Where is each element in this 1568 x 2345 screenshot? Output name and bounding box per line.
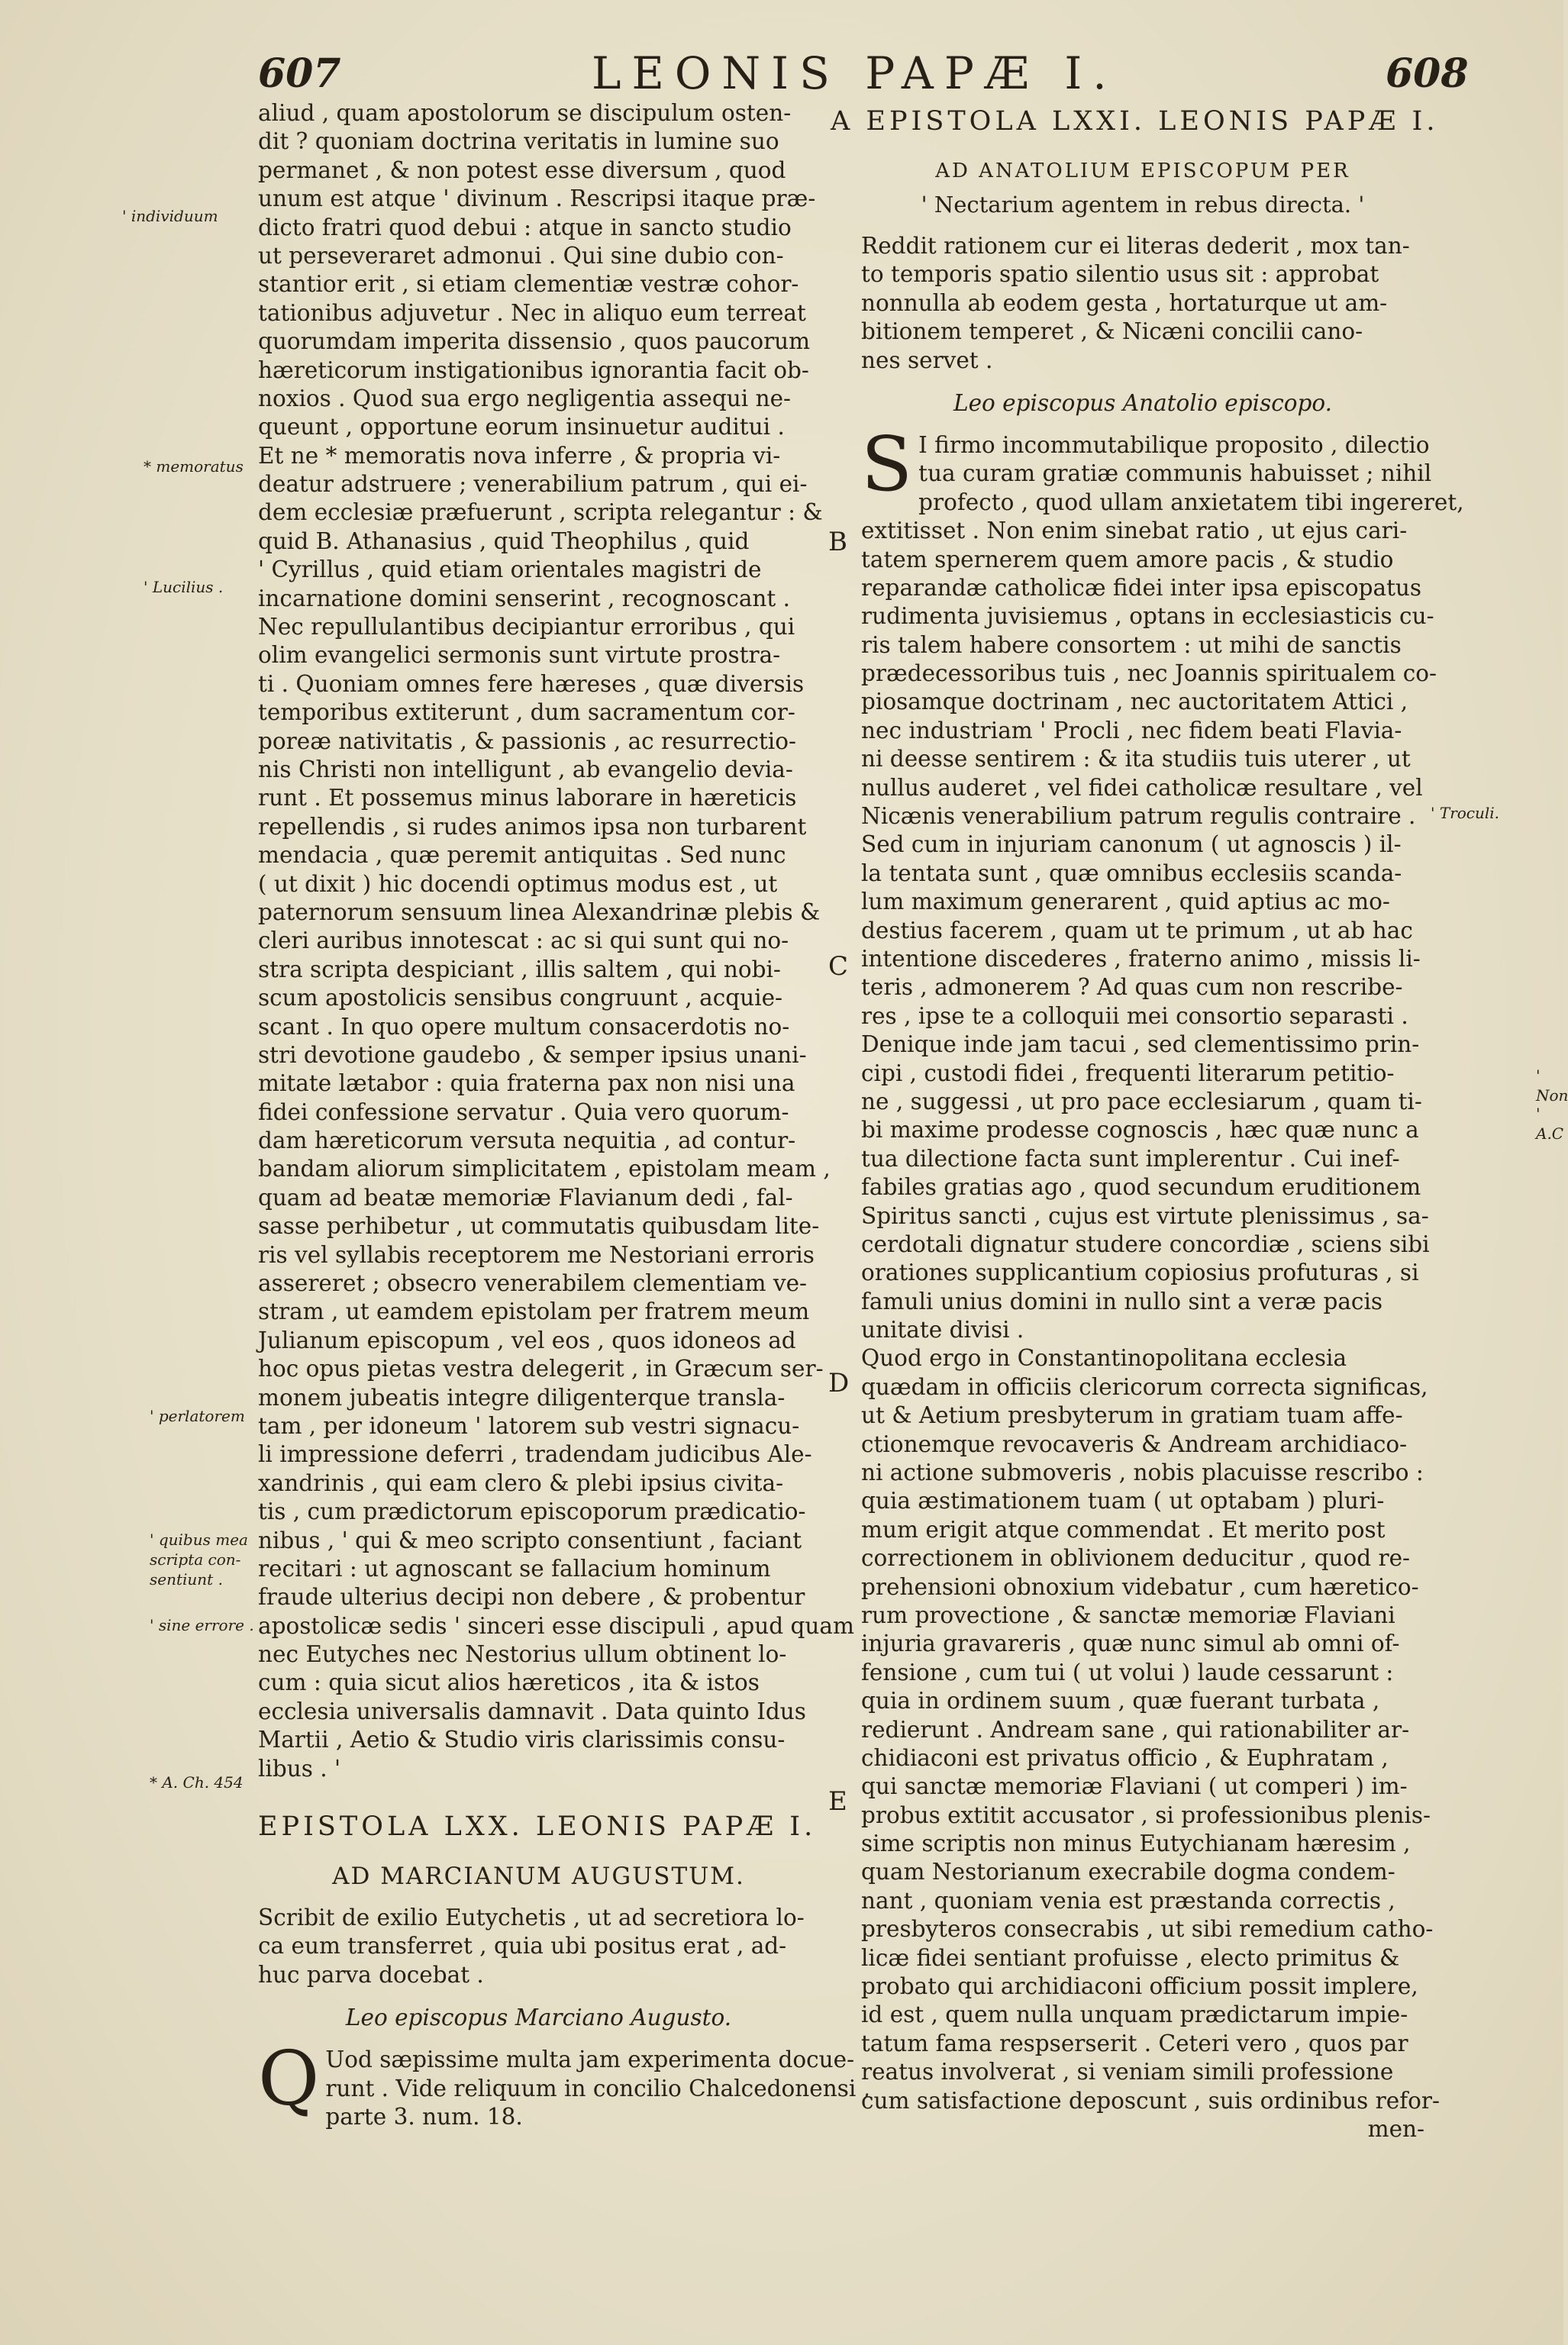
- margin-note: * memoratus: [144, 457, 244, 476]
- epistle-70-addressee: AD MARCIANUM AUGUSTUM.: [332, 1863, 745, 1891]
- text-line: scant . In quo opere multum consacerdotis no-: [258, 1013, 790, 1040]
- text-line: quam ad beatæ memoriæ Flavianum dedi , fal-: [258, 1184, 793, 1211]
- text-line: fidei confessione servatur . Quia vero quorum-: [258, 1098, 789, 1125]
- text-line: quid B. Athanasius , quid Theophilus , quid: [258, 527, 750, 554]
- margin-note: ' Troculi.: [1431, 804, 1500, 822]
- margin-note: ' quibus mea: [150, 1531, 248, 1549]
- text-line: quia in ordinem suum , quæ fuerant turbata ,: [861, 1688, 1380, 1714]
- text-line: tatum fama respserserit . Ceteri vero , quos par: [861, 2030, 1408, 2056]
- text-line: ne , suggessi , ut pro pace ecclesiarum , quam ti-: [861, 1088, 1422, 1114]
- text-line: huc parva docebat .: [258, 1961, 484, 1988]
- text-line: prehensioni obnoxium videbatur , cum hæretico-: [861, 1573, 1419, 1600]
- text-line: li impressione deferri , tradendam judicibus Ale-: [258, 1441, 812, 1468]
- text-line: cerdotali dignatur studere concordiæ , sciens sibi: [861, 1231, 1430, 1257]
- folio-number-left: 607: [258, 50, 341, 97]
- text-line: qui sanctæ memoriæ Flaviani ( ut comperi ) im-: [861, 1773, 1408, 1800]
- text-line: nes servet .: [861, 347, 993, 373]
- text-line: tationibus adjuvetur . Nec in aliquo eum terreat: [258, 299, 806, 326]
- epistle-70-summary: [258, 1904, 819, 1989]
- text-line: nec industriam ' Procli , nec fidem beati Flavia-: [861, 717, 1402, 743]
- text-line: ris talem habere consortem : ut mihi de sanctis: [861, 631, 1402, 658]
- text-line: Quod ergo in Constantinopolitana ecclesia: [861, 1345, 1347, 1372]
- text-line: probato qui archidiaconi officium possit implere,: [861, 1973, 1418, 2000]
- section-letter: A: [831, 106, 854, 137]
- text-line: dit ? quoniam doctrina veritatis in lumine suo: [258, 128, 779, 155]
- text-line: unitate divisi .: [861, 1317, 1024, 1343]
- text-line: rum provectione , & sanctæ memoriæ Flaviani: [861, 1602, 1395, 1628]
- text-line: aliud , quam apostolorum se discipulum osten-: [258, 100, 792, 126]
- text-line: tatem spernerem quem amore pacis , & studio: [861, 546, 1394, 573]
- section-letter: D: [828, 1368, 850, 1398]
- text-line: nibus , ' qui & meo scripto consentiunt , faciant: [258, 1527, 802, 1553]
- text-line: parte 3. num. 18.: [325, 2104, 523, 2130]
- epistle-71-summary: [861, 232, 1424, 375]
- text-line: quorumdam imperita dissensio , quos paucorum: [258, 328, 811, 355]
- text-line: noxios . Quod sua ergo negligentia assequi ne-: [258, 385, 792, 411]
- margin-note: scripta con-: [150, 1550, 241, 1569]
- text-line: reparandæ catholicæ fidei inter ipsa episcopatus: [861, 574, 1422, 601]
- text-line: extitisset . Non enim sinebat ratio , ut ejus cari-: [861, 518, 1408, 544]
- text-line: ca eum transferret , quia ubi positus erat , ad-: [258, 1933, 787, 1960]
- text-line: quam Nestorianum execrabile dogma condem-: [861, 1859, 1395, 1885]
- drop-cap: Q: [258, 2036, 320, 2124]
- text-line: paternorum sensuum linea Alexandrinæ plebis &: [258, 898, 821, 925]
- spacer: [861, 221, 1424, 232]
- text-line: dicto fratri quod debui : atque in sancto studio: [258, 214, 792, 240]
- text-line: Et ne * memoratis nova inferre , & propria vi-: [258, 442, 781, 469]
- text-line: Spiritus sancti , cujus est virtute plenissimus , sa-: [861, 1202, 1429, 1229]
- right-column: [831, 99, 1464, 2143]
- text-line: id est , quem nulla unquam prædictarum impie-: [861, 2001, 1408, 2028]
- running-title: LEONIS PAPÆ I.: [592, 47, 1118, 99]
- text-line: ecclesia universalis damnavit . Data quinto Idus: [258, 1698, 806, 1724]
- text-line: famuli unius domini in nullo sint a veræ pacis: [861, 1288, 1383, 1314]
- margin-note: ' A.C: [1536, 1105, 1564, 1143]
- drop-cap: S: [861, 421, 913, 508]
- text-line: bandam aliorum simplicitatem , epistolam meam ,: [258, 1156, 831, 1182]
- text-line: to temporis spatio silentio usus sit : approbat: [861, 261, 1379, 288]
- text-line: chidiaconi est privatus officio , & Euphratam ,: [861, 1744, 1389, 1771]
- text-line: fabiles gratias ago , quod secundum eruditionem: [861, 1174, 1421, 1201]
- spacer: [258, 1849, 819, 1860]
- text-line: ctionemque revocaveris & Andream archidiaco-: [861, 1431, 1408, 1457]
- text-line: hoc opus pietas vestra delegerit , in Græcum ser-: [258, 1356, 824, 1382]
- left-column-body: [258, 99, 854, 1783]
- text-line: reatus involverat , si veniam simili professione: [861, 2059, 1394, 2085]
- epistle-71-addressee: AD ANATOLIUM EPISCOPUM PER: [935, 160, 1350, 182]
- text-line: scum apostolicis sensibus congruunt , acquie-: [258, 985, 783, 1011]
- text-line: lum maximum generarent , quid aptius ac mo-: [861, 889, 1390, 915]
- text-line: tis , cum prædictorum episcoporum prædicatio-: [258, 1498, 806, 1525]
- text-line: mum erigit atque commendat . Et merito post: [861, 1516, 1386, 1543]
- epistle-71-title: EPISTOLA LXXI. LEONIS PAPÆ I.: [866, 106, 1439, 137]
- spacer: [258, 1893, 819, 1904]
- text-line: stantior erit , si etiam clementiæ vestræ cohor-: [258, 271, 799, 298]
- text-line: incarnatione domini senserint , recognoscant .: [258, 585, 791, 611]
- text-line: rudimenta juvisiemus , optans in ecclesiasticis cu-: [861, 603, 1434, 630]
- text-line: bi maxime prodesse cognoscis , hæc quæ nunc a: [861, 1117, 1419, 1143]
- text-line: mitate lætabor : quia fraterna pax non nisi una: [258, 1070, 795, 1097]
- margin-note: ' sine errore .: [150, 1616, 254, 1634]
- section-letter: C: [828, 951, 849, 982]
- text-line: recitari : ut agnoscant se fallacium hominum: [258, 1555, 771, 1582]
- text-line: dam hæreticorum versuta nequitia , ad contur-: [258, 1127, 796, 1154]
- text-line: permanet , & non potest esse diversum , quod: [258, 156, 786, 183]
- epistle-71-text-lines: [861, 421, 1464, 2115]
- text-line: queunt , opportune eorum insinuetur auditui .: [258, 414, 785, 440]
- text-line: Nec repullulantibus decipiantur erroribus , qui: [258, 614, 795, 640]
- text-line: hæreticorum instigationibus ignorantia facit ob-: [258, 356, 809, 383]
- text-line: stra scripta despiciant , illis saltem , qui nobi-: [258, 956, 781, 982]
- margin-note: ' individuum: [122, 207, 218, 225]
- text-line: unum est atque ' divinum . Rescripsi itaque præ-: [258, 185, 816, 212]
- text-line: Reddit rationem cur ei literas dederit , mox tan-: [861, 233, 1410, 259]
- text-line: quia æstimationem tuam ( ut optabam ) pluri-: [861, 1488, 1385, 1514]
- text-line: destius facerem , quam ut te primum , ut ab hac: [861, 917, 1413, 943]
- text-line: probus extitit accusator , si professionibus plenis-: [861, 1801, 1431, 1828]
- text-line: Sed cum in injuriam canonum ( ut agnoscis ) il-: [861, 831, 1402, 858]
- text-line: libus . ': [258, 1755, 341, 1782]
- text-line: intentione discederes , fraterno animo , missis li-: [861, 945, 1421, 972]
- text-line: monem jubeatis integre diligenterque transla-: [258, 1384, 786, 1411]
- spacer: [258, 1989, 819, 2000]
- text-line: xandrinis , qui eam clero & plebi ipsius civita-: [258, 1469, 784, 1496]
- text-line: poreæ nativitatis , & passionis , ac resurrectio-: [258, 727, 796, 754]
- epistle-70-text: [258, 2036, 871, 2131]
- text-line: fraude ulterius decipi non debere , & probentur: [258, 1584, 805, 1611]
- catchword: men-: [1367, 2116, 1424, 2142]
- text-line: sime scriptis non minus Eutychianam hæresim ,: [861, 1831, 1411, 1857]
- text-line: Uod sæpissime multa jam experimenta docue-: [325, 2047, 855, 2073]
- left-column: [258, 99, 871, 2131]
- text-line: stri devotione gaudebo , & semper ipsius unani-: [258, 1041, 807, 1068]
- epistle-70-salutation: Leo episcopus Marciano Augusto.: [345, 2005, 732, 2031]
- margin-note: * A. Ch. 454: [150, 1773, 244, 1792]
- text-line: Julianum episcopum , vel eos , quos idoneos ad: [258, 1327, 796, 1353]
- text-line: redierunt . Andream sane , qui rationabiliter ar-: [861, 1716, 1410, 1743]
- text-line: ris vel syllabis receptorem me Nestoriani erroris: [258, 1241, 815, 1268]
- text-line: temporibus extiterunt , dum sacramentum cor-: [258, 699, 795, 726]
- text-line: olim evangelici sermonis sunt virtute prostra-: [258, 642, 781, 669]
- text-line: quædam in officiis clericorum correcta significas,: [861, 1373, 1428, 1400]
- text-line: fensione , cum tui ( ut volui ) laude cessarunt :: [861, 1659, 1394, 1685]
- text-line: bitionem temperet , & Nicæni concilii cano-: [861, 318, 1363, 345]
- text-line: runt . Vide reliquum in concilio Chalcedonensi ,: [325, 2075, 871, 2101]
- text-line: teris , admonerem ? Ad quas cum non rescribe-: [861, 974, 1403, 1001]
- text-line: ' Cyrillus , quid etiam orientales magistri de: [258, 556, 762, 583]
- text-line: nis Christi non intelligunt , ab evangelio devia-: [258, 756, 793, 782]
- text-line: cum satisfactione deposcunt , suis ordinibus refor-: [861, 2087, 1440, 2114]
- text-line: Martii , Aetio & Studio viris clarissimis consu-: [258, 1727, 786, 1753]
- text-line: licæ fidei sentiant profuisse , electo primitus &: [861, 1944, 1400, 1971]
- margin-note: sentiunt .: [150, 1570, 223, 1589]
- text-line: assereret ; obsecro venerabilem clementiam ve-: [258, 1270, 807, 1297]
- text-line: tua dilectione facta sunt implerentur . Cui inef-: [861, 1145, 1400, 1172]
- text-line: la tentata sunt , quæ omnibus ecclesiis scanda-: [861, 860, 1402, 886]
- text-line: ut perseveraret admonui . Qui sine dubio con-: [258, 242, 784, 269]
- text-line: I firmo incommutabilique proposito , dilectio: [918, 431, 1430, 458]
- spacer: [258, 2035, 819, 2046]
- text-line: correctionem in oblivionem deducitur , quod re-: [861, 1545, 1411, 1572]
- text-line: res , ipse te a colloquii mei consortio separasti .: [861, 1002, 1408, 1029]
- epistle-70-text-lines: [258, 2036, 871, 2131]
- epistle-71-title-row: [831, 99, 1439, 144]
- text-line: ni deesse sentirem : & ita studiis tuis uterer , ut: [861, 746, 1411, 773]
- text-line: cipi , custodi fidei , frequenti literarum petitio-: [861, 1060, 1395, 1086]
- text-line: apostolicæ sedis ' sinceri esse discipuli , apud quam: [258, 1612, 854, 1639]
- margin-note: ' Lucilius .: [144, 578, 224, 596]
- text-line: piosamque doctrinam , nec auctoritatem Attici ,: [861, 689, 1408, 715]
- text-line: injuria gravareris , quæ nunc simul ab omni of-: [861, 1631, 1400, 1657]
- spacer: [861, 375, 1424, 385]
- section-letter: B: [828, 527, 847, 557]
- text-line: ( ut dixit ) hic docendi optimus modus est , ut: [258, 870, 778, 897]
- text-line: runt . Et possemus minus laborare in hæreticis: [258, 785, 797, 811]
- text-line: ni actione submoveris , nobis placuisse rescribo :: [861, 1460, 1424, 1486]
- text-line: tua curam gratiæ communis habuisset ; nihil: [918, 460, 1432, 487]
- epistle-71-addressee-2: ' Nectarium agentem in rebus directa. ': [921, 192, 1365, 218]
- text-line: sasse perhibetur , ut commutatis quibusdam lite-: [258, 1213, 820, 1240]
- epistle-71-salutation: Leo episcopus Anatolio episcopo.: [953, 389, 1332, 416]
- text-line: repellendis , si rudes animos ipsa non turbarent: [258, 813, 807, 840]
- text-line: deatur adstruere ; venerabilium patrum , qui ei-: [258, 471, 808, 498]
- margin-note: ' Non: [1536, 1066, 1568, 1105]
- section-letter: E: [828, 1786, 847, 1817]
- text-line: nonnulla ab eodem gesta , hortaturque ut am-: [861, 289, 1388, 316]
- margin-note: ' perlatorem: [150, 1407, 245, 1425]
- text-line: mendacia , quæ peremit antiquitas . Sed nunc: [258, 842, 786, 869]
- text-line: prædecessoribus tuis , nec Joannis spiritualem co-: [861, 660, 1437, 687]
- text-line: Denique inde jam tacui , sed clementissimo prin-: [861, 1031, 1420, 1058]
- text-line: dem ecclesiæ præfuerunt , scripta relegantur : &: [258, 499, 823, 526]
- text-line: nullus auderet , vel fidei catholicæ resultare , vel: [861, 774, 1423, 801]
- text-line: nec Eutyches nec Nestorius ullum obtinent lo-: [258, 1641, 787, 1668]
- spacer: [861, 421, 1424, 431]
- text-line: tam , per idoneum ' latorem sub vestri signacu-: [258, 1412, 800, 1439]
- epistle-70-title: EPISTOLA LXX. LEONIS PAPÆ I.: [258, 1811, 817, 1843]
- text-line: stram , ut eamdem epistolam per fratrem meum: [258, 1298, 810, 1325]
- text-line: orationes supplicantium copiosius profuturas , si: [861, 1260, 1419, 1286]
- text-line: cum : quia sicut alios hæreticos , ita & istos: [258, 1669, 760, 1696]
- text-line: ut & Aetium presbyterum in gratiam tuam affe-: [861, 1402, 1403, 1429]
- text-line: presbyteros consecrabis , ut sibi remedium catho-: [861, 1916, 1434, 1943]
- spacer: [258, 1783, 819, 1805]
- text-line: cleri auribus innotescat : ac si qui sunt qui no-: [258, 927, 789, 954]
- epistle-71-text: [861, 421, 1464, 2115]
- folio-number-right: 608: [1386, 50, 1469, 97]
- text-line: ti . Quoniam omnes fere hæreses , quæ diversis: [258, 670, 805, 697]
- text-line: Nicænis venerabilium patrum regulis contraire .: [861, 803, 1416, 830]
- text-line: Scribit de exilio Eutychetis , ut ad secretiora lo-: [258, 1905, 805, 1931]
- text-line: profecto , quod ullam anxietatem tibi ingereret,: [918, 489, 1464, 515]
- spacer: [861, 144, 1424, 154]
- text-line: nant , quoniam venia est præstanda correctis ,: [861, 1887, 1395, 1914]
